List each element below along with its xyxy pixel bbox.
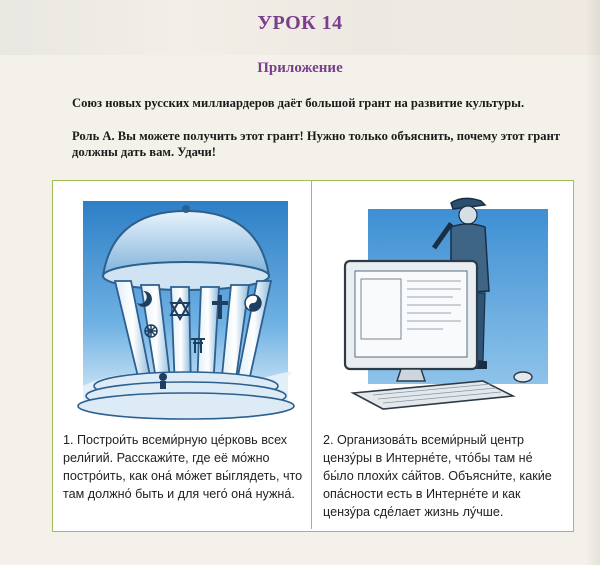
mouse-icon <box>514 372 532 382</box>
base-step-3 <box>78 393 294 419</box>
monitor-stand <box>397 369 425 381</box>
keyboard-icon <box>353 381 513 409</box>
appendix-subtitle: Приложение <box>257 60 343 76</box>
lesson-title: УРОК 14 <box>257 12 343 34</box>
figure-body <box>160 381 166 389</box>
page-edge-shadow <box>585 0 600 565</box>
soldier-face <box>459 206 477 224</box>
intro-text: Союз новых русских миллиардеров даёт большой грант на развитие культуры. <box>72 96 525 110</box>
computer-monitor <box>345 261 477 381</box>
yin-yang-icon <box>245 295 261 311</box>
world-church-rotunda-icon <box>53 181 311 426</box>
task-card-censorship <box>313 181 571 529</box>
dome-finial <box>182 205 190 213</box>
task-1-caption: 1. Построи́ть всеми́рную це́рковь всех рели́гий. Расскажи́те, где её мо́жно постро́ить, как она́ мо́жет вы́глядеть, что там должно́ быть и для чего́ она́ нужна́. <box>63 433 303 501</box>
figure-head <box>159 373 167 381</box>
task-2-caption: 2. Организова́ть всеми́рный центр цензу́ры в Интерне́те, что́бы там не́ бы́ло плохи́х са́йтов. Объясни́те, каки́е опа́сности есть в Интерне́те и как цензу́ра сде́лает жизнь лу́чше. <box>323 433 552 519</box>
task-card-church <box>53 181 311 529</box>
dharma-wheel-icon <box>145 325 157 337</box>
role-text: Роль А. Вы можете получить этот грант! Нужно только объяснить, почему этот грант должны дать вам. Удачи! <box>72 129 561 159</box>
soldier-computer-censorship-icon <box>313 181 571 426</box>
tasks-grid <box>52 180 574 532</box>
